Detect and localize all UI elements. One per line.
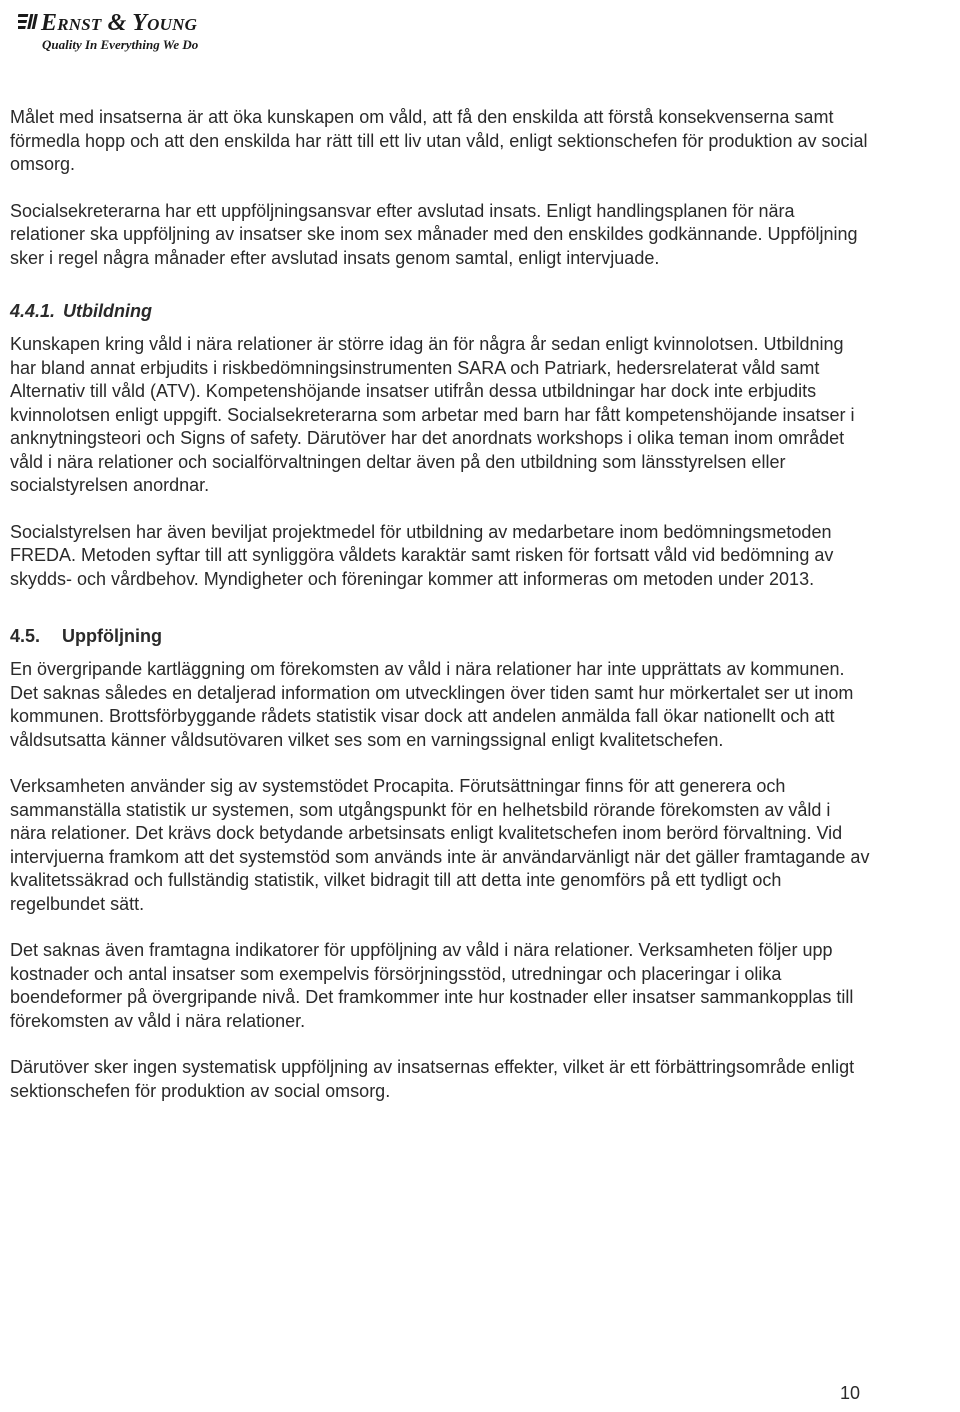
paragraph-indicators: Det saknas även framtagna indikatorer för uppföljning av våld i nära relationer. Verksamheten följer upp kostnader och antal insatser som exempelvis försörjningsstöd, utredningar och placeringar i olika boendeformer på övergripande nivå. Det framkommer inte hur kostnader eller insatser sammankopplas till förekomsten av våld i nära relationer. — [10, 940, 854, 1031]
heading-number: 4.4.1. — [10, 301, 56, 321]
heading-title: Utbildning — [63, 301, 153, 321]
company-logo — [18, 8, 198, 53]
paragraph-goal: Målet med insatserna är att öka kunskapen om våld, att få den enskilda att förstå konsekvenserna samt förmedla hopp och att den enskilda har rätt till ett liv utan våld, enligt sektionschefen för produktion av social omsorg. — [10, 107, 868, 174]
heading-title: Uppföljning — [62, 626, 162, 646]
paragraph-mapping: En övergripande kartläggning om förekomsten av våld i nära relationer har inte upprättats av kommunen. Det saknas således en detaljerad information om utvecklingen över tiden samt hur mörkertalet ser ut inom kommunen. Brottsförbyggande rådets statistik visar dock att andelen anmälda fall ökar nationellt och att våldsutsatta känner våldsutövaren vilket ses som en varningssignal enligt kvalitetschefen. — [10, 659, 854, 750]
heading-4-4-1 — [10, 300, 870, 323]
paragraph-training: Kunskapen kring våld i nära relationer är större idag än för några år sedan enligt kvinnolotsen. Utbildning har bland annat erbjudits i riskbedömningsinstrumenten SARA och Patriark, hedersrelaterat våld samt Alternativ till våld (ATV). Kompetenshöjande insatser utifrån dessa utbildningar har dock inte erbjudits kvinnolotsen enligt uppgift. Socialsekreterarna som arbetar med barn har fått kompetenshöjande insatser i anknytningsteori och Signs of safety. Därutöver har det anordnats workshops i olika teman inom området våld i nära relationer och socialförvaltningen deltar även på den utbildning som länsstyrelsen eller socialstyrelsen anordnar. — [10, 334, 855, 495]
logo-name: Ernst & Young — [41, 10, 198, 36]
heading-number: 4.5. — [10, 626, 41, 646]
paragraph-procapita: Verksamheten använder sig av systemstödet Procapita. Förutsättningar finns för att generera och sammanställa statistik ur systemen, som utgångspunkt för en helhetsbild rörande förekomsten av våld i nära relationer. Det krävs dock betydande arbetsinsats enligt kvalitetschefen inom berörd förvaltning. Vid intervjuerna framkom att det systemstöd som används inte är användarvänligt när det gäller framtagande av kvalitetssäkrad och fullständig statistik, vilket bidragit till att detta inte genomförs på ett tydligt och regelbundet sätt. — [10, 776, 870, 914]
document-body — [10, 106, 870, 1103]
heading-4-5 — [10, 625, 870, 648]
paragraph-followup-responsibility: Socialsekreterarna har ett uppföljningsansvar efter avslutad insats. Enligt handlingsplanen för nära relationer ska uppföljning av insatser ske inom sex månader med den enskildes godkännande. Uppföljning sker i regel några månader efter avslutad insats genom samtal, enligt intervjuade. — [10, 200, 858, 268]
logo-tagline: Quality In Everything We Do — [42, 37, 199, 52]
paragraph-freda: Socialstyrelsen har även beviljat projektmedel för utbildning av medarbetare inom bedömningsmetoden FREDA. Metoden syftar till att synliggöra våldets karaktär samt risken för fortsatt våld vid bedömning av skydds- och vårdbehov. Myndigheter och föreningar kommer att informeras om metoden under 2013. — [10, 521, 834, 589]
page-number: 10 — [839, 1383, 860, 1403]
ernst-young-mark-icon — [18, 11, 38, 33]
paragraph-effects: Därutöver sker ingen systematisk uppföljning av insatsernas effekter, vilket är ett förbättringsområde enligt sektionschefen för produktion av social omsorg. — [10, 1057, 855, 1101]
